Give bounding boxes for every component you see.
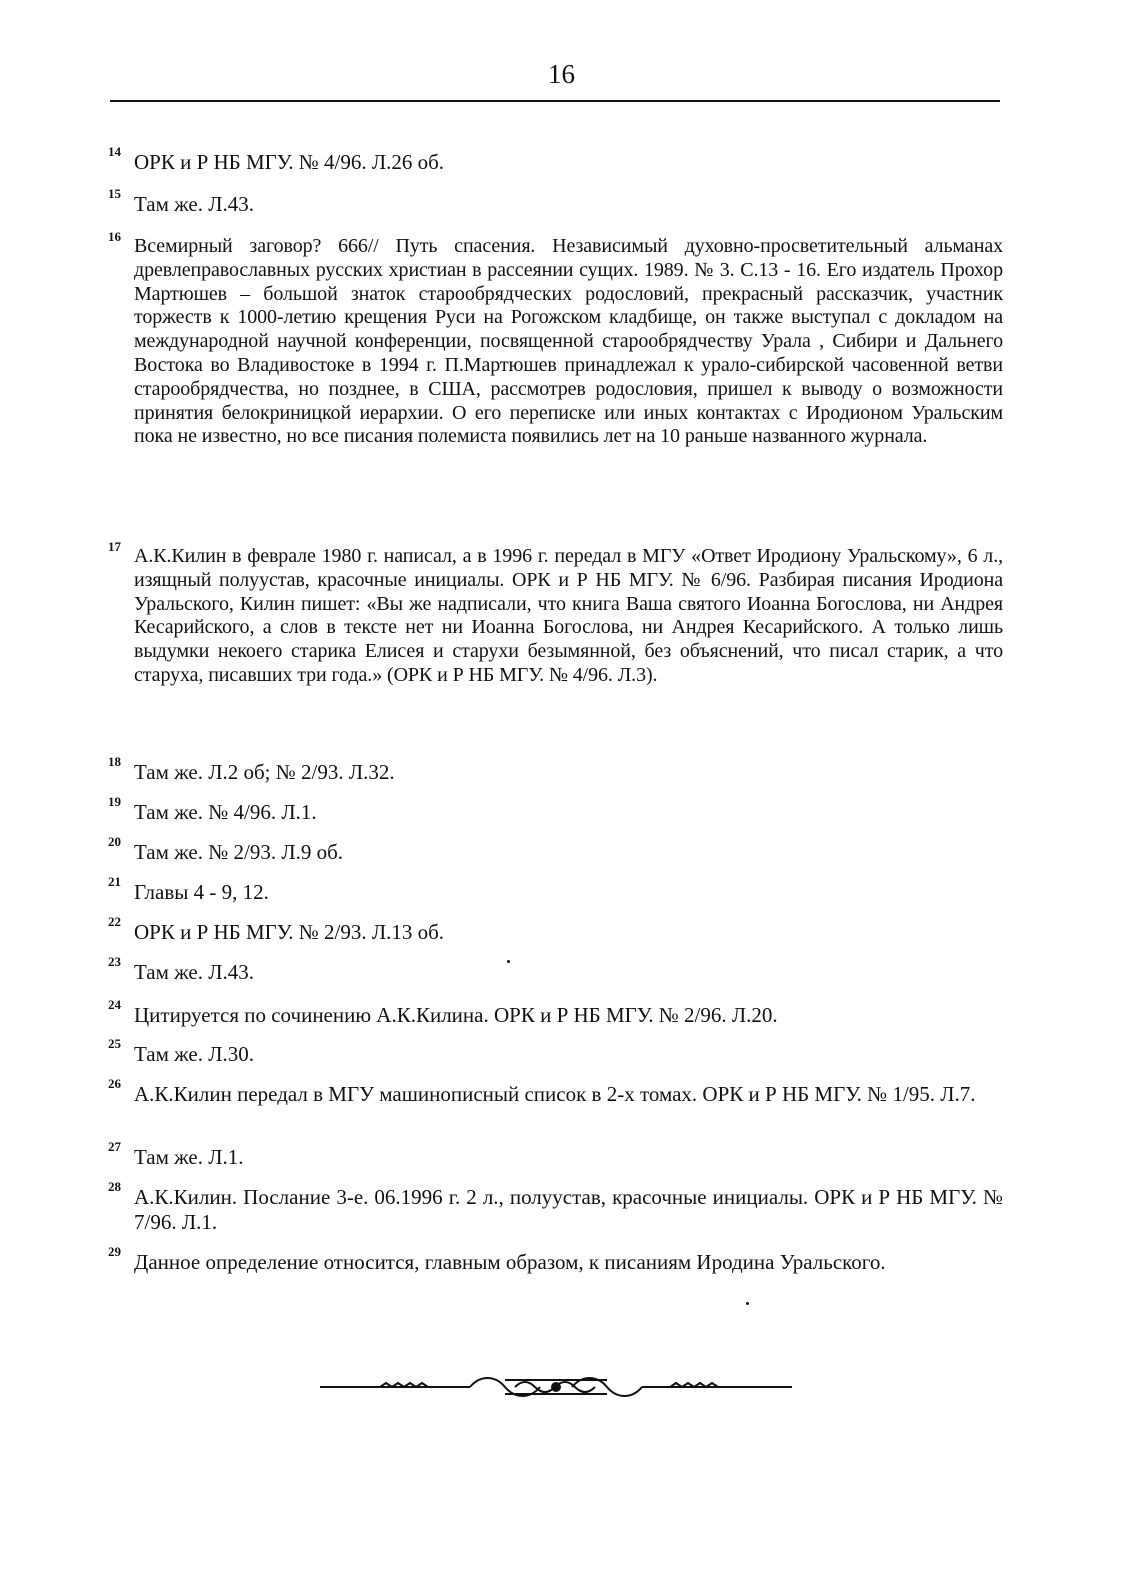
footnote-text: Данное определение относится, главным образом, к писаниям Иродина Уральского. <box>134 1250 886 1274</box>
footnote-number: 19 <box>108 794 121 809</box>
stray-dot <box>507 960 510 963</box>
page-number: 16 <box>548 59 575 89</box>
footnote-number: 22 <box>108 914 121 929</box>
footnote-text: Там же. № 4/96. Л.1. <box>134 800 317 824</box>
footnote-number: 29 <box>108 1244 121 1259</box>
footnote-text: Там же. Л.43. <box>134 960 254 984</box>
footnote-text: ОРК и Р НБ МГУ. № 4/96. Л.26 об. <box>134 150 445 174</box>
footnote-number: 17 <box>108 539 121 554</box>
header-rule <box>110 100 1000 102</box>
footnote-text: Цитируется по сочинению А.К.Килина. ОРК и Р НБ МГУ. № 2/96. Л.20. <box>134 1003 778 1027</box>
footnote-text: ОРК и Р НБ МГУ. № 2/93. Л.13 об. <box>134 920 445 944</box>
stray-dot <box>746 1302 749 1305</box>
footnote-number: 25 <box>108 1036 121 1051</box>
footnote-text: А.К.Килин. Послание 3-е. 06.1996 г. 2 л., полуустав, красочные инициалы. ОРК и Р НБ МГУ. № 7/96. Л.1. <box>134 1185 1003 1234</box>
footnote-text: Там же. Л.2 об; № 2/93. Л.32. <box>134 760 395 784</box>
footnote-number: 18 <box>108 754 121 769</box>
footnote-number: 16 <box>108 229 121 244</box>
footnote-text: Там же. № 2/93. Л.9 об. <box>134 840 344 864</box>
footnote-number: 24 <box>108 997 121 1012</box>
footnote-number: 20 <box>108 834 121 849</box>
footnote-text: А.К.Килин в феврале 1980 г. написал, а в 1996 г. передал в МГУ «Ответ Иродиону Уральскому», 6 л., изящный полуустав, красочные инициалы. ОРК и Р НБ МГУ. № 6/96. Разбирая писания Иродиона Уральского, Килин пишет: «Вы же надписали, что книга Ваша святого Иоанна Богослова, ни Андрея Кесарийского, а слов в тексте нет ни Иоанна Богослова, ни Андрея Кесарийского. А только лишь выдумки некоего старика Елисея и старухи безымянной, без объяснений, что писал старик, а что старуха, писавших три года.» (ОРК и Р НБ МГУ. № 4/96. Л.3). <box>134 545 1003 686</box>
end-ornament-icon <box>320 1370 792 1404</box>
footnote-text: А.К.Килин передал в МГУ машинописный список в 2-х томах. ОРК и Р НБ МГУ. № 1/95. Л.7. <box>134 1082 976 1106</box>
footnote-number: 23 <box>108 954 121 969</box>
footnote-number: 27 <box>108 1139 121 1154</box>
footnote-text: Там же. Л.43. <box>134 192 254 216</box>
footnote-number: 26 <box>108 1076 121 1091</box>
footnote-number: 14 <box>108 144 121 159</box>
footnote-text: Главы 4 - 9, 12. <box>134 880 269 904</box>
footnote-number: 28 <box>108 1179 121 1194</box>
footnote-number: 15 <box>108 186 121 201</box>
footnote-text: Там же. Л.1. <box>134 1145 244 1169</box>
footnote-text: Там же. Л.30. <box>134 1042 254 1066</box>
footnote-number: 21 <box>108 874 121 889</box>
footnote-text: Всемирный заговор? 666// Путь спасения. Независимый духовно-просветительный альманах древлеправославных русских христиан в рассеянии сущих. 1989. № 3. С.13 - 16. Его издатель Прохор Мартюшев – большой знаток старообрядческих родословий, прекрасный рассказчик, участник торжеств к 1000-летию крещения Руси на Рогожском кладбище, он также выступал с докладом на международной научной конференции, посвященной старообрядчеству Урала , Сибири и Дальнего Востока во Владивостоке в 1994 г. П.Мартюшев принадлежал к урало-сибирской часовенной ветви старообрядчества, но позднее, в США, рассмотрев родословия, пришел к выводу о возможности принятия белокриницкой иерархии. О его переписке или иных контактах с Иродионом Уральским пока не известно, но все писания полемиста появились лет на 10 раньше названного журнала. <box>134 235 1003 448</box>
